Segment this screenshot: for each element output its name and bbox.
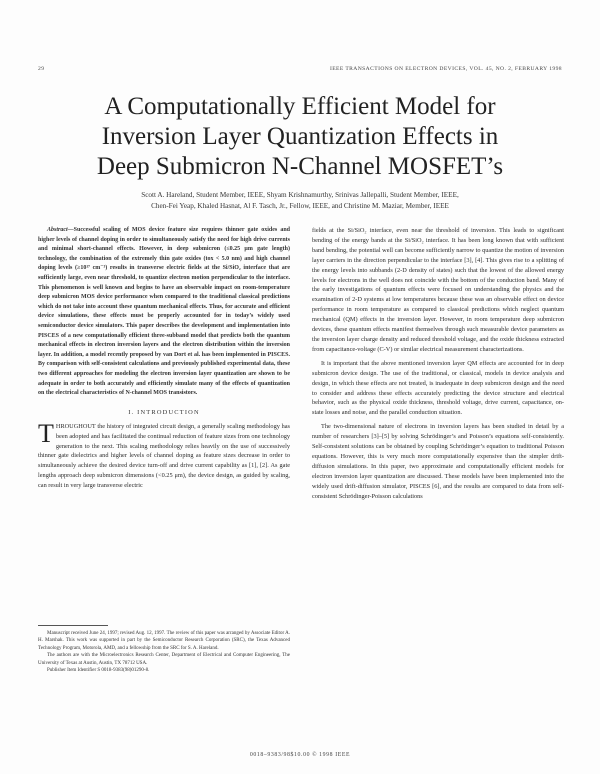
footnote: The authors are with the Microelectronics Research Center, Department of Electrical and Computer Engineering, The University of Texas at Austin, Austin, TX 78712 USA. xyxy=(38,653,290,666)
intro-text-2: fields at the Si/SiO₂ interface, even near the threshold of inversion. This leads to significant bending of the energy bands at the Si/SiO₂ interface. It has been long known that with sufficient band bending, the potential well can become sufficiently narrow to quantize the motion of inversion layer carriers in the direction perpendicular to the interface [3], [4]. This gives rise to a splitting of the energy levels into subbands (2-D density of states) such that the lowest of the allowed energy levels for electrons in the well does not coincide with the bottom of the conduction band. Many of the early investigations of quantum effects were focused on understanding the physics and the examination of 2-D systems at low temperatures because these was an observable effect on device performance in room temperature as compared to classical predictions which neglect quantum mechanical (QM) effects in the inversion layer. However, in room temperature deep submicron devices, these quantum effects manifest themselves through such measurable device parameters as the inversion layer charge density and reduced threshold voltage, and the oxide thickness extracted from capacitance-voltage (C-V) or similar electrical measurement characterizations. xyxy=(312,227,564,353)
title-line: Inversion Layer Quantization Effects in xyxy=(101,123,499,150)
author-list xyxy=(52,190,548,212)
author-line: Chen-Fei Yeap, Khaled Hasnat, Al F. Tasch, Jr., Fellow, IEEE, and Christine M. Maziar, Member, IEEE xyxy=(151,202,449,210)
section-heading-introduction: I. INTRODUCTION xyxy=(128,408,200,416)
intro-paragraph-1 xyxy=(38,418,291,491)
abstract-label: Abstract— xyxy=(47,227,74,233)
title-line: Deep Submicron N-Channel MOSFET’s xyxy=(96,153,504,180)
left-column xyxy=(38,226,290,491)
intro-text-4: The two-dimensional nature of electrons in inversion layers has been studied in detail by a number of researchers [3]–[5] by solving Schrödinger’s and Poisson’s equations self-consistently. Self-consistent solutions can be obtained by coupling Schrödinger’s equation to traditional Poisson equations. However, this is very much more computationally expensive than the simpler drift-diffusion simulations. In this paper, two approximate and computationally efficient models for electron inversion layer quantization are discussed. These models have been implemented into the widely used drift-diffusion simulator, PISCES [6], and the results are compared to data from self-consistent Schrödinger-Poisson calculations xyxy=(312,423,564,500)
page-number: 29 xyxy=(38,66,45,72)
intro-text-3: It is important that the above mentioned inversion layer QM effects are accounted for in deep submicron device design. The use of the traditional, or classical, models in device analysis and design, in which these effects are not treated, is inadequate in deep submicron design and the need to consider and address these effects accurately predicting the device structure and electrical behavior, such as the physical oxide thickness, threshold voltage, drive current, capacitance, on-state losses and noise, and the parallel conduction situation. xyxy=(312,359,564,417)
footnote-rule xyxy=(38,625,108,626)
abstract xyxy=(38,226,290,399)
paper-title xyxy=(60,92,540,182)
abstract-body: Successful scaling of MOS device feature size requires thinner gate oxides and higher levels of channel doping in order to simultaneously satisfy the need for high drive currents and minimal short-channel effects. However, in deep submicron (≤0.25 μm gate length) technology, the combination of the extremely thin gate oxides (tox < 5.0 nm) and high channel doping levels (≥10¹⁷ cm⁻³) results in transverse electric fields at the Si/SiO₂ interface that are sufficiently large, even near threshold, to quantize electron motion perpendicular to the interface. This phenomenon is well known and begins to have an observable impact on room-temperature deep submicron MOS device performance when compared to the traditional classical predictions which do not take into account these quantum mechanical effects. Thus, for accurate and efficient device simulations, these effects must be properly accounted for in today’s widely used semiconductor device simulators. This paper describes the development and implementation into PISCES of a new computationally efficient three-subband model that predicts both the quantum mechanical effects in electron inversion layers and the electron distribution within the inversion layer. In addition, a model recently proposed by van Dort et al. has been implemented in PISCES. By comparison with self-consistent calculations and previously published experimental data, these two different approaches for modeling the electron inversion layer quantization are shown to be adequate in order to both accurately and efficiently simulate many of the effects of quantization on the electrical characteristics of N-channel MOS transistors. xyxy=(38,227,290,397)
drop-cap: T xyxy=(38,418,54,448)
footnote: Manuscript received June 24, 1997; revised Aug. 12, 1997. The review of this paper was arranged by Associate Editor A. H. Marshak. This work was supported in part by the Semiconductor Research Corporation (SRC), the Texas Advanced Technology Program, Motorola, AMD, and a fellowship from the SRC for S. A. Hareland. xyxy=(38,631,290,651)
copyright-identifier: 0018–9383/98$10.00 © 1998 IEEE xyxy=(249,752,351,758)
footnotes xyxy=(38,630,290,674)
right-column xyxy=(312,226,564,501)
author-line: Scott A. Hareland, Student Member, IEEE, Shyam Krishnamurthy, Srinivas Jallepalli, Student Member, IEEE, xyxy=(141,191,459,199)
running-head: IEEE TRANSACTIONS ON ELECTRON DEVICES, VOL. 45, NO. 2, FEBRUARY 1998 xyxy=(329,66,562,72)
abstract-text xyxy=(38,226,290,399)
intro-text-1: HROUGHOUT the history of integrated circuit design, a generally scaling methodology has been adopted and has facilitated the continual reduction of feature sizes from one technology generation to the next. This scaling methodology relies heavily on the use of successively thinner gate dielectrics and higher levels of channel doping as feature sizes decrease in order to simultaneously achieve the desired device turn-off and drive current capability as [1], [2]. As gate lengths approach deep submicron dimensions (<0.25 μm), the device design, as guided by scaling, can result in very large transverse electric xyxy=(38,422,291,490)
title-line: A Computationally Efficient Model for xyxy=(104,93,496,120)
footnote: Publisher Item Identifier S 0018-9383(98)01290-8. xyxy=(47,668,150,674)
